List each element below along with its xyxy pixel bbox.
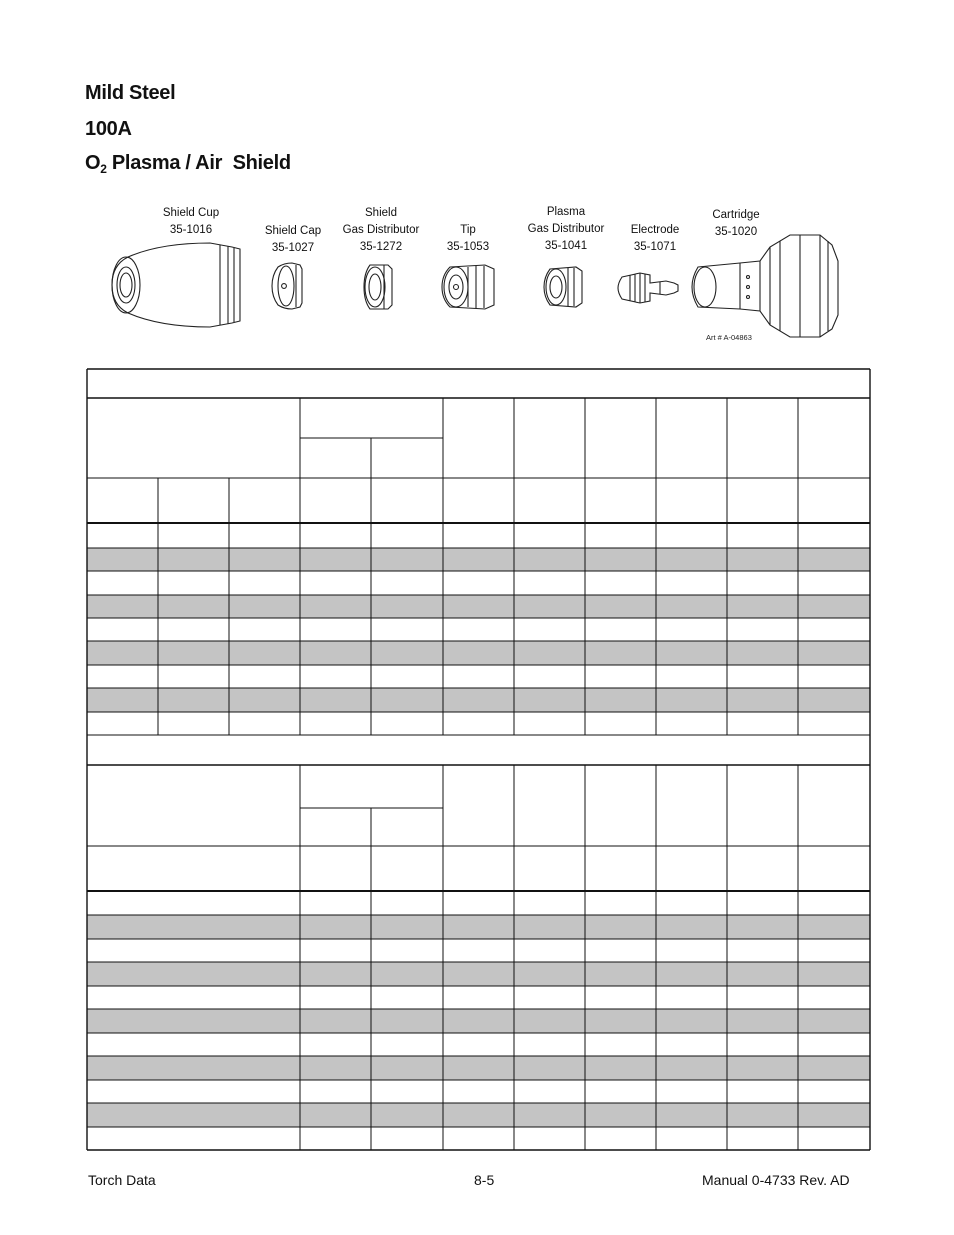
section2-shaded-row [87,915,870,939]
footer-page-number: 8-5 [474,1172,495,1188]
part-name: Shield Cap [264,225,322,237]
part-number: 35-1016 [169,224,213,236]
part-number: 35-1020 [714,226,758,238]
part-name: Electrode [630,224,680,236]
section1-shaded-row [87,595,870,618]
part-name-2: Gas Distributor [342,224,420,236]
table-shaded-rows [87,548,870,1127]
part-name-2: Gas Distributor [527,223,605,235]
part-name: Shield [365,207,397,219]
section1-shaded-row [87,548,870,571]
gas-description: Plasma / Air Shield [106,152,291,174]
part-number: 35-1071 [633,241,677,253]
section2-shaded-row [87,1056,870,1080]
part-name: Plasma [546,206,586,218]
section2-shaded-row [87,1103,870,1127]
art-number: Art # A-04863 [706,333,752,342]
gas-subscript: 2 [100,162,107,176]
part-number: 35-1272 [359,241,403,253]
title-amperage: 100A [85,118,132,140]
part-number: 35-1041 [544,240,588,252]
title-material: Mild Steel [85,82,176,104]
gas-symbol: O [85,152,101,174]
table-grid-lines [87,369,870,1150]
part-number: 35-1027 [271,242,315,254]
part-name: Tip [460,224,476,236]
part-number: 35-1053 [446,241,490,253]
part-name: Cartridge [712,209,760,221]
section2-shaded-row [87,1009,870,1033]
section2-shaded-row [87,962,870,986]
footer-section-name: Torch Data [88,1172,156,1188]
section1-shaded-row [87,688,870,712]
part-name: Shield Cup [162,207,220,219]
footer-manual-revision: Manual 0-4733 Rev. AD [702,1172,850,1188]
section1-shaded-row [87,641,870,665]
